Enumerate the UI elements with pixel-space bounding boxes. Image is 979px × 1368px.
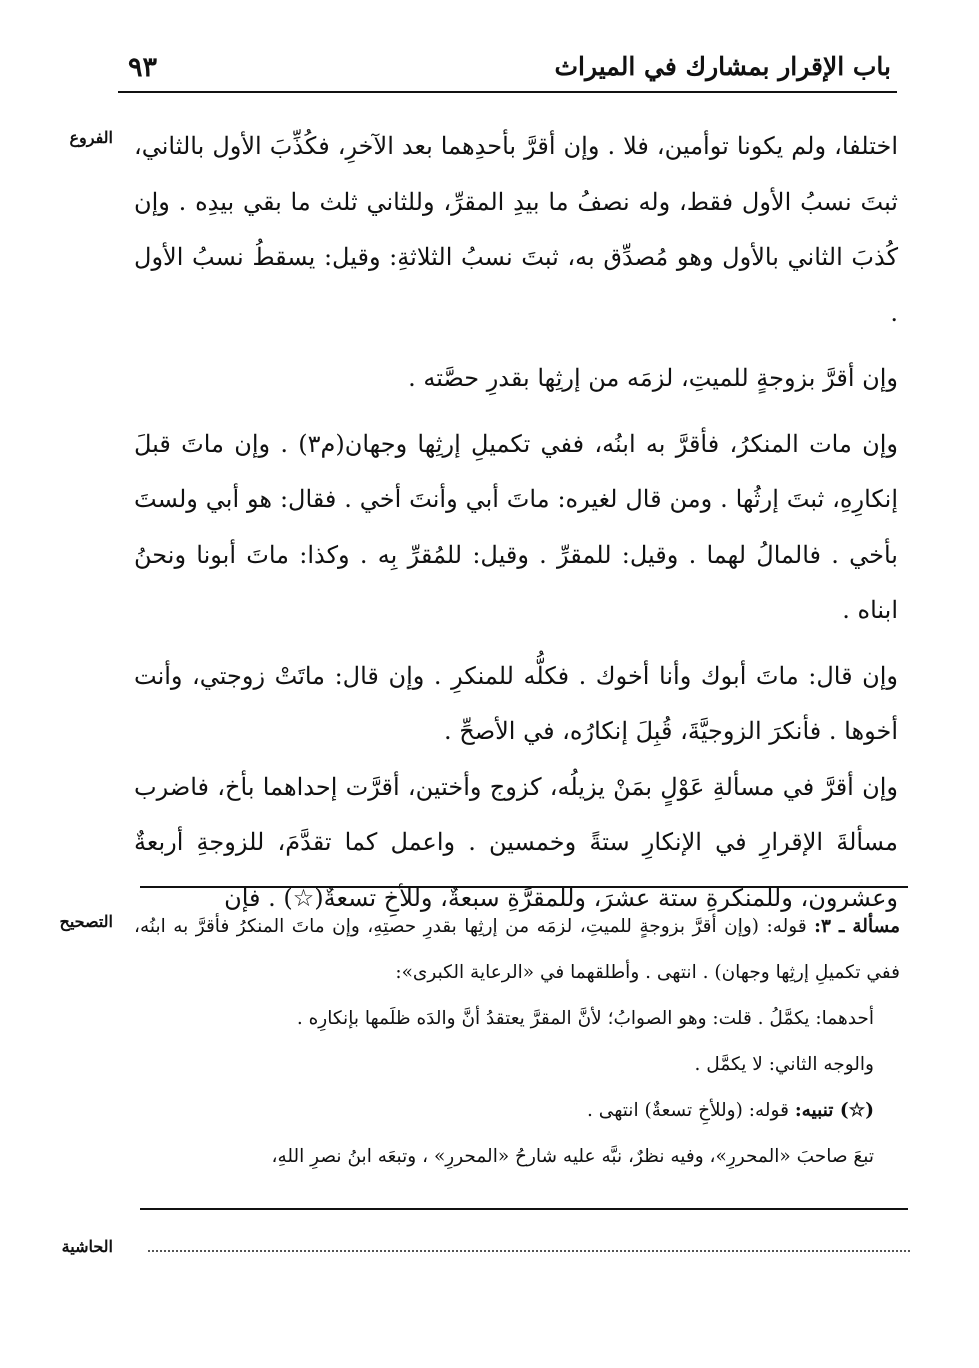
hashiya-separator (140, 1208, 908, 1210)
note-line: تبعَ صاحبَ «المحررِ»، وفيه نظرٌ، نبَّه عليه شارحُ «المحررِ» ، وتبعَه ابنُ نصرِ اللهِ، (271, 1146, 874, 1167)
page-number: ٩٣ (128, 52, 158, 83)
paragraph-gap (134, 407, 898, 417)
warning-text: قوله: (وللأخِ تسعةٌ) انتهى . (587, 1100, 789, 1121)
running-header-title: باب الإقرار بمشارك في الميراث (554, 52, 891, 81)
notes-separator (140, 886, 908, 888)
side-label-hashiya: الحاشية (61, 1237, 113, 1256)
main-paragraph: وإن أقرَّ في مسألةِ عَوْلٍ بمَنْ يزيلُه، كزوج وأختين، أقرَّت إحداهما بأخ، فاضرب مسألةَ الإقرارِ في الإنكارِ ستةً وخمسين . واعمل كما تقدَّمَ، للزوجةِ أربعةٌ وعشرون، وللمنكرةِ ستة عشرَ، وللمقرَّةِ سبعةٌ، وللأخِ تسعةٌ(☆) . فإن (134, 772, 898, 912)
note-line: والوجه الثاني: لا يكمَّل . (694, 1054, 874, 1075)
main-paragraph: وإن قال: ماتَ أبوك وأنا أخوك . فكلُّه للمنكرِ . وإن قال: ماتَتْ زوجتي، وأنت أخوها . فأنكرَ الزوجيَّةَ، قُبِلَ إنكارُه، في الأصحِّ . (134, 661, 898, 745)
note-text: قوله: (وإن أقرَّ بزوجةٍ للميتِ، لزمَه من إرثِها بقدرِ حصتِهِ، وإن ماتَ المنكرُ فأقرَّ به ابنُه، ففي تكميلِ إرثِها وجهان) . انتهى . وأطلقهما في «الرعاية الكبرى»: (134, 916, 900, 983)
main-paragraph: وإن مات المنكرُ، فأقرَّ به ابنُه، ففي تكميلِ إرثِها وجهان(م٣) . وإن ماتَ قبلَ إنكارِهِ، ثبتَ إرثُها . ومن قال لغيره: ماتَ أبي وأنتَ أخي . فقال: هو أبي ولستَ بأخي . فالمالُ لهما . وقيل: للمقرِّ . وقيل: للمُقرِّ بِه . وكذا: ماتَ أبونا ونحنُ ابناه . (134, 429, 899, 624)
note-warning (134, 1088, 900, 1134)
note-line: أحدهما: يكمَّلُ . قلت: وهو الصوابُ؛ لأنَّ المقرَّ يعتقدُ أنَّ والدَه ظلَمها بإنكارِه . (296, 1008, 874, 1029)
header-rule (118, 91, 897, 93)
hashiya-dotted-line (148, 1250, 910, 1252)
side-label-furu: الفروع (69, 128, 113, 147)
main-text (134, 119, 898, 926)
main-paragraph: وإن أقرَّ بزوجةٍ للميتِ، لزمَه من إرثِها بقدرِ حصَّته . (408, 364, 898, 392)
note-label: مسألة ـ ٣: (814, 916, 900, 937)
correction-notes (134, 904, 900, 1180)
note-issue-3 (134, 904, 900, 996)
side-label-tashih: التصحيح (59, 912, 113, 931)
main-paragraph: اختلفا، ولم يكونا توأمين، فلا . وإن أقرَّ بأحدِهما بعد الآخرِ، فكُذِّبَ الأول بالثاني، ثبتَ نسبُ الأول فقط، وله نصفُ ما بيدِ المقرِّ، وللثاني ثلث ما بقي بيدِه . وإن كُذبَ الثاني بالأول وهو مُصدِّق به، ثبتَ نسبُ الثلاثةِ: وقيل: يسقطُ نسبُ الأول . (134, 132, 898, 327)
warning-label: (☆) تنبيه: (794, 1100, 874, 1121)
paragraph-gap (134, 639, 898, 649)
paragraph-gap (134, 341, 898, 351)
